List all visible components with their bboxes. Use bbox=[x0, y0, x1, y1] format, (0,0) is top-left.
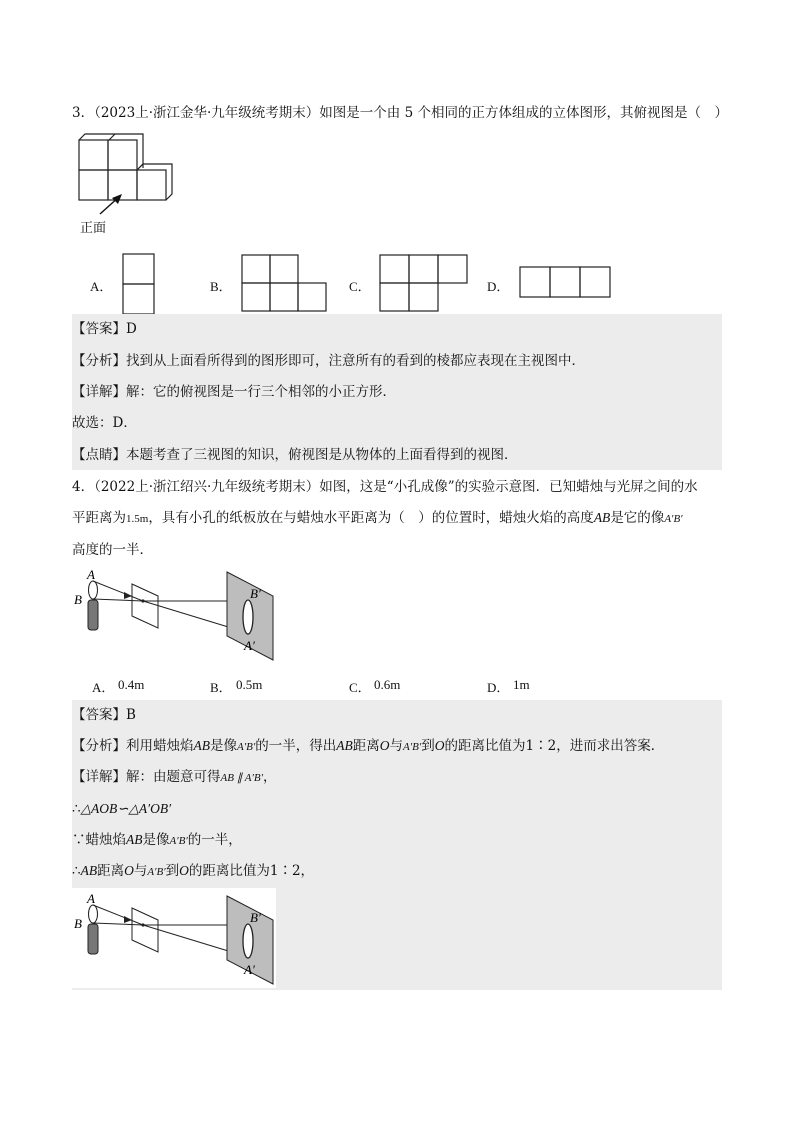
q4-source: （2022上·浙江绍兴·九年级统考期末） bbox=[94, 479, 320, 495]
q4-ab: AB bbox=[593, 510, 611, 525]
q4-fig-label-b-prime: B′ bbox=[250, 586, 261, 601]
q4-detail-end: ， bbox=[263, 769, 277, 785]
q4-similar: △AOB∽△A′OB′ bbox=[80, 801, 172, 816]
q3-analysis: 【分析】找到从上面看所得到的图形即可，注意所有的看到的棱都应表现在主视图中． bbox=[72, 353, 585, 369]
q4-sol-fig-label-a-prime: A′ bbox=[244, 962, 255, 977]
q4-because-b: 是像 bbox=[142, 832, 170, 848]
q3-stem: 如图是一个由 5 个相同的正方体组成的立体图形，其俯视图是（ ） bbox=[319, 105, 728, 121]
q4-stem-line-1 bbox=[72, 478, 698, 496]
q4-stem-line-2 bbox=[72, 509, 683, 528]
q4-analysis-o-2: O bbox=[434, 738, 445, 753]
q4-option-a-letter: A． bbox=[92, 680, 115, 695]
q3-answer: 【答案】D bbox=[72, 321, 137, 337]
q4-detail-parallel: AB ∥ A′B′ bbox=[220, 772, 263, 784]
q4-t2-ab: AB bbox=[80, 863, 98, 878]
q4-option-c-letter: C． bbox=[349, 680, 371, 695]
q4-analysis-c: 的一半，得出 bbox=[255, 738, 337, 754]
q4-fig-label-a: A bbox=[87, 567, 95, 582]
q3-option-c-letter: C． bbox=[349, 279, 371, 294]
q4-pinhole-figure bbox=[72, 566, 278, 664]
q4-because-ab-prime: A′B′ bbox=[169, 835, 188, 847]
q4-stem-line-3: 高度的一半． bbox=[72, 542, 153, 558]
q4-analysis-ab-2: AB bbox=[336, 738, 353, 753]
q3-source: （2023上·浙江金华·九年级统考期末） bbox=[94, 105, 320, 121]
q4-t2-e: 的距离比值为 bbox=[188, 863, 270, 879]
q4-t2-o: O bbox=[124, 863, 134, 878]
q4-analysis-ab: AB bbox=[193, 738, 210, 753]
q4-stem-2b: ，具有小孔的纸板放在与蜡烛水平距离为（ ）的位置时，蜡烛火焰的高度 bbox=[148, 510, 594, 526]
q3-option-b-figure[interactable] bbox=[241, 254, 329, 314]
q3-choose: 故选：D． bbox=[72, 415, 137, 431]
q3-front-arrow bbox=[96, 192, 128, 216]
q4-analysis-ab-prime-2: A′B′ bbox=[403, 741, 422, 753]
q3-detail: 【详解】解：它的俯视图是一行三个相邻的小正方形． bbox=[72, 384, 396, 400]
q3-option-d-figure[interactable] bbox=[519, 266, 613, 300]
q3-stem-line bbox=[72, 104, 728, 122]
q4-t2-o-2: O bbox=[179, 863, 189, 878]
q4-t2-b: 距离 bbox=[97, 863, 125, 879]
q3-number: 3． bbox=[72, 105, 95, 121]
q4-because: ∵蜡烛焰 bbox=[72, 832, 126, 848]
q4-option-b-text[interactable]: 0.5m bbox=[236, 677, 263, 692]
q4-because-line bbox=[72, 831, 242, 850]
q4-because-c: 的一半， bbox=[187, 832, 242, 848]
q4-sol-fig-label-b: B bbox=[74, 916, 82, 931]
q4-stem-2a: 平距离为 bbox=[72, 510, 126, 526]
q4-analysis-d: 距离 bbox=[352, 738, 380, 754]
q4-analysis-g: 的距离比值为 bbox=[444, 738, 526, 754]
q3-option-a-letter: A． bbox=[90, 279, 113, 294]
q4-similar-line bbox=[72, 800, 171, 818]
q3-comment: 【点睛】本题考查了三视图的知识，俯视图是从物体的上面看得到的视图． bbox=[72, 447, 518, 463]
q4-option-b-letter: B． bbox=[210, 680, 232, 695]
q4-number: 4． bbox=[72, 479, 95, 495]
q4-fig-label-b: B bbox=[74, 592, 82, 607]
q4-therefore-2: ∴ bbox=[72, 863, 81, 879]
q4-therefore-1: ∴ bbox=[72, 801, 81, 817]
q4-detail-a: 【详解】解：由题意可得 bbox=[72, 769, 221, 785]
q3-option-c-figure[interactable] bbox=[379, 254, 469, 314]
q3-option-a-figure[interactable] bbox=[122, 253, 156, 315]
q4-analysis-ratio: 1∶2 bbox=[525, 738, 557, 754]
q4-analysis-o: O bbox=[379, 738, 390, 753]
q4-analysis-a: 【分析】利用蜡烛焰 bbox=[72, 738, 194, 754]
q4-t2-ab-prime: A′B′ bbox=[147, 866, 166, 878]
q3-option-b-letter: B． bbox=[210, 279, 232, 294]
q4-analysis-b: 是像 bbox=[210, 738, 237, 754]
q4-option-a-text[interactable]: 0.4m bbox=[118, 677, 145, 692]
q4-analysis-ab-prime: A′B′ bbox=[237, 741, 256, 753]
q4-fig-label-a-prime: A′ bbox=[244, 638, 255, 653]
q4-analysis-e: 与 bbox=[389, 738, 404, 754]
q4-distance: 1.5m bbox=[126, 513, 149, 525]
q4-t2-d: 到 bbox=[165, 863, 180, 879]
q4-option-d-letter: D． bbox=[487, 680, 510, 695]
q4-analysis-f: 到 bbox=[421, 738, 435, 754]
q4-sol-fig-label-a: A bbox=[87, 891, 95, 906]
q4-answer: 【答案】B bbox=[72, 707, 136, 723]
q4-stem-1: 如图，这是“小孔成像”的实验示意图．已知蜡烛与光屏之间的水 bbox=[319, 479, 698, 495]
q4-detail bbox=[72, 768, 277, 787]
q4-t2-ratio: 1∶2 bbox=[269, 863, 301, 879]
q4-option-c-text[interactable]: 0.6m bbox=[374, 677, 401, 692]
q4-therefore-line bbox=[72, 862, 314, 881]
q4-solution-pinhole-figure bbox=[72, 890, 278, 988]
q3-cube-figure bbox=[74, 132, 184, 204]
q4-t2-end: ， bbox=[300, 863, 315, 879]
q4-option-d-text[interactable]: 1m bbox=[513, 677, 530, 692]
q4-because-ab: AB bbox=[126, 832, 143, 847]
q4-analysis bbox=[72, 737, 664, 756]
q4-analysis-h: ，进而求出答案． bbox=[556, 738, 665, 754]
q4-sol-fig-label-b-prime: B′ bbox=[250, 910, 261, 925]
q4-ab-prime: A′B′ bbox=[664, 513, 683, 525]
q3-front-label: 正面 bbox=[80, 221, 107, 236]
q3-option-d-letter: D． bbox=[487, 279, 510, 294]
q4-stem-2c: 是它的像 bbox=[610, 510, 665, 526]
q4-t2-c: 与 bbox=[133, 863, 148, 879]
